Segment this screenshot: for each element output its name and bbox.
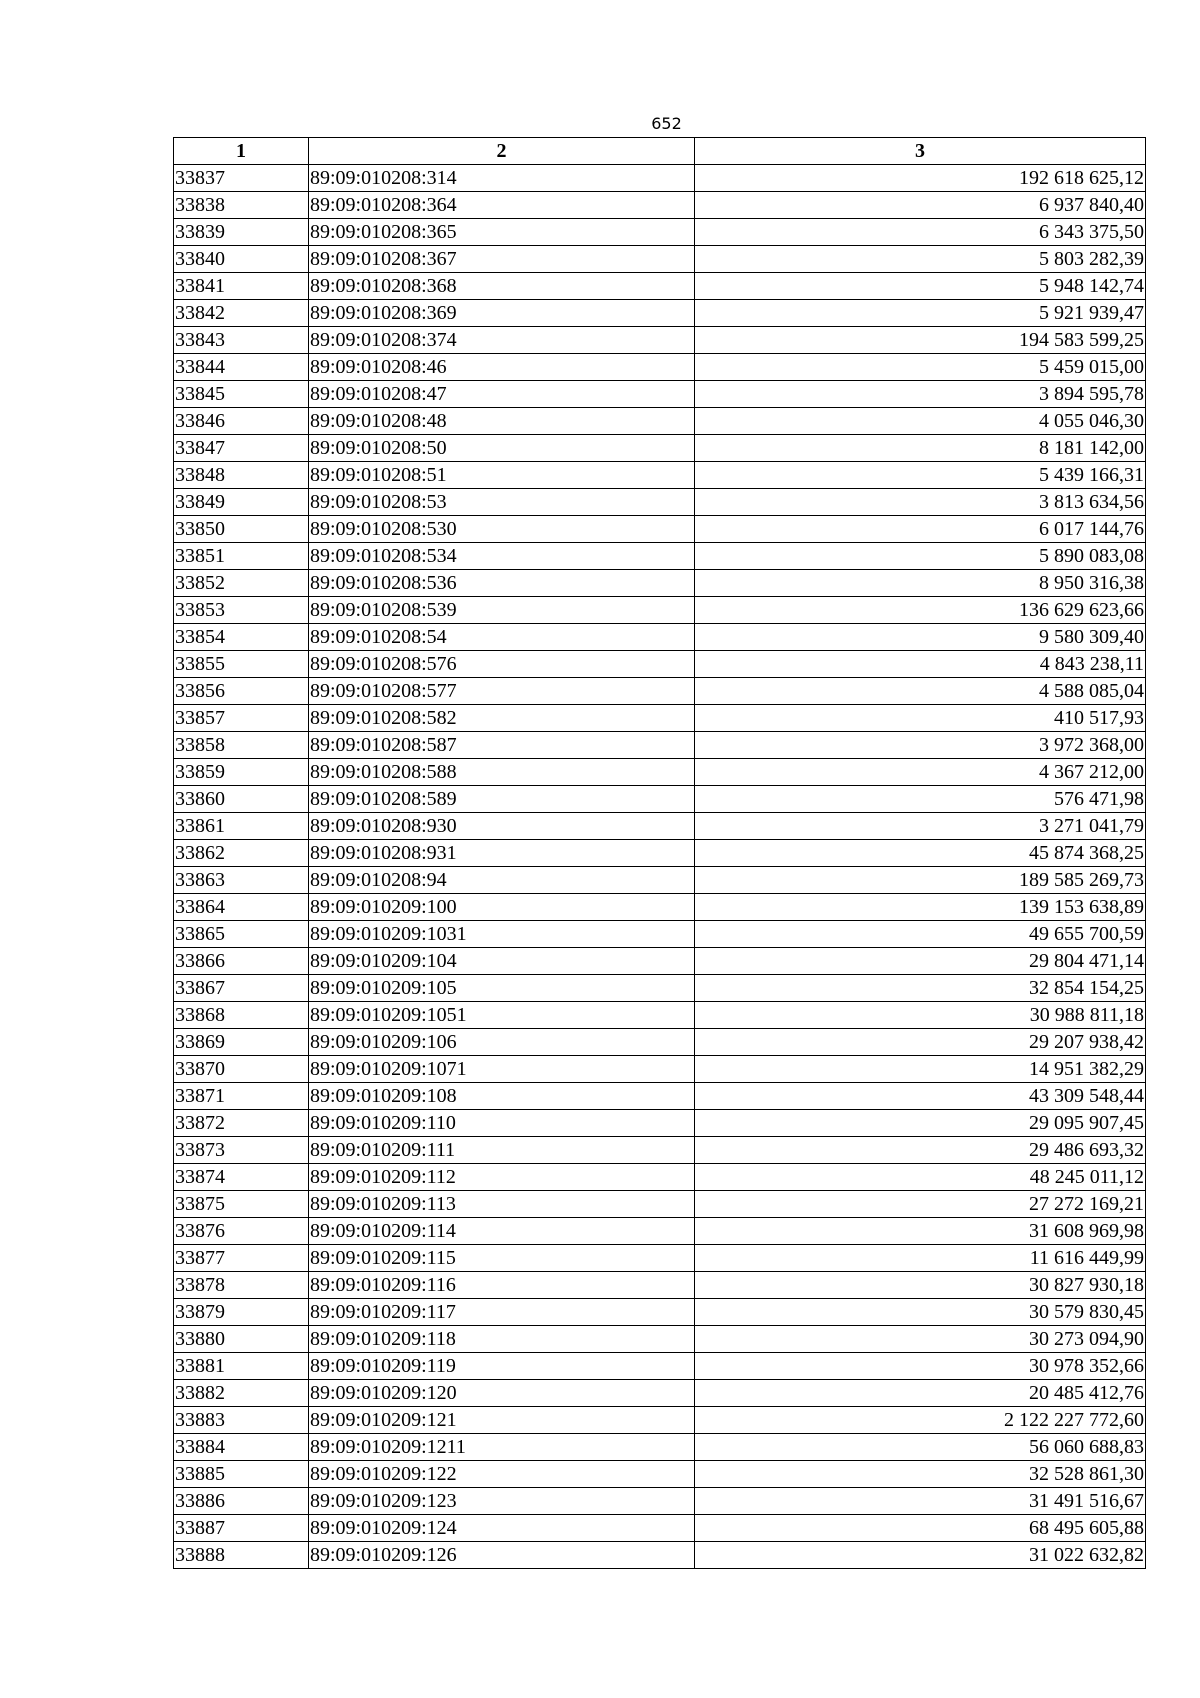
- table-row: [174, 651, 1146, 678]
- row-number-cell: 33870: [174, 1056, 309, 1083]
- value-cell: 576 471,98: [695, 786, 1146, 813]
- table-row: [174, 867, 1146, 894]
- table-row: [174, 1515, 1146, 1542]
- row-number-cell: 33856: [174, 678, 309, 705]
- cadastral-number-cell: 89:09:010208:54: [309, 624, 695, 651]
- table-row: [174, 489, 1146, 516]
- row-number-cell: 33859: [174, 759, 309, 786]
- table-row: [174, 1299, 1146, 1326]
- row-number-cell: 33850: [174, 516, 309, 543]
- table-row: [174, 1272, 1146, 1299]
- table-row: [174, 246, 1146, 273]
- table-row: [174, 1542, 1146, 1569]
- page-number: 652: [651, 114, 682, 133]
- cadastral-number-cell: 89:09:010209:100: [309, 894, 695, 921]
- cadastral-number-cell: 89:09:010208:364: [309, 192, 695, 219]
- cadastral-number-cell: 89:09:010209:114: [309, 1218, 695, 1245]
- row-number-cell: 33837: [174, 165, 309, 192]
- table-row: [174, 1191, 1146, 1218]
- row-number-cell: 33876: [174, 1218, 309, 1245]
- cadastral-number-cell: 89:09:010208:577: [309, 678, 695, 705]
- cadastral-number-cell: 89:09:010208:50: [309, 435, 695, 462]
- table-row: [174, 1083, 1146, 1110]
- table-row: [174, 219, 1146, 246]
- row-number-cell: 33842: [174, 300, 309, 327]
- value-cell: 8 181 142,00: [695, 435, 1146, 462]
- row-number-cell: 33877: [174, 1245, 309, 1272]
- table-row: [174, 921, 1146, 948]
- cadastral-number-cell: 89:09:010208:47: [309, 381, 695, 408]
- table-body: [174, 165, 1146, 1569]
- cadastral-number-cell: 89:09:010208:314: [309, 165, 695, 192]
- row-number-cell: 33843: [174, 327, 309, 354]
- value-cell: 410 517,93: [695, 705, 1146, 732]
- row-number-cell: 33881: [174, 1353, 309, 1380]
- value-cell: 32 528 861,30: [695, 1461, 1146, 1488]
- cadastral-number-cell: 89:09:010208:588: [309, 759, 695, 786]
- value-cell: 6 017 144,76: [695, 516, 1146, 543]
- row-number-cell: 33849: [174, 489, 309, 516]
- cadastral-number-cell: 89:09:010209:121: [309, 1407, 695, 1434]
- value-cell: 6 343 375,50: [695, 219, 1146, 246]
- value-cell: 30 988 811,18: [695, 1002, 1146, 1029]
- table-header: [174, 138, 1146, 165]
- table-row: [174, 1137, 1146, 1164]
- table-row: [174, 840, 1146, 867]
- table-row: [174, 1488, 1146, 1515]
- cadastral-number-cell: 89:09:010208:94: [309, 867, 695, 894]
- cadastral-number-cell: 89:09:010208:46: [309, 354, 695, 381]
- row-number-cell: 33885: [174, 1461, 309, 1488]
- cadastral-number-cell: 89:09:010208:51: [309, 462, 695, 489]
- cadastral-number-cell: 89:09:010208:587: [309, 732, 695, 759]
- value-cell: 29 804 471,14: [695, 948, 1146, 975]
- cadastral-number-cell: 89:09:010209:1211: [309, 1434, 695, 1461]
- cadastral-number-cell: 89:09:010208:374: [309, 327, 695, 354]
- value-cell: 30 273 094,90: [695, 1326, 1146, 1353]
- row-number-cell: 33888: [174, 1542, 309, 1569]
- value-cell: 189 585 269,73: [695, 867, 1146, 894]
- value-cell: 45 874 368,25: [695, 840, 1146, 867]
- row-number-cell: 33875: [174, 1191, 309, 1218]
- cadastral-number-cell: 89:09:010209:126: [309, 1542, 695, 1569]
- value-cell: 9 580 309,40: [695, 624, 1146, 651]
- table-row: [174, 516, 1146, 543]
- row-number-cell: 33868: [174, 1002, 309, 1029]
- table-row: [174, 354, 1146, 381]
- value-cell: 4 055 046,30: [695, 408, 1146, 435]
- table-row: [174, 1110, 1146, 1137]
- row-number-cell: 33838: [174, 192, 309, 219]
- table-row: [174, 705, 1146, 732]
- cadastral-number-cell: 89:09:010208:534: [309, 543, 695, 570]
- table-row: [174, 1434, 1146, 1461]
- value-cell: 139 153 638,89: [695, 894, 1146, 921]
- value-cell: 27 272 169,21: [695, 1191, 1146, 1218]
- table-row: [174, 1164, 1146, 1191]
- table-row: [174, 732, 1146, 759]
- cadastral-number-cell: 89:09:010208:536: [309, 570, 695, 597]
- table-row: [174, 435, 1146, 462]
- row-number-cell: 33871: [174, 1083, 309, 1110]
- cadastral-number-cell: 89:09:010209:111: [309, 1137, 695, 1164]
- row-number-cell: 33887: [174, 1515, 309, 1542]
- data-table: [173, 137, 1146, 1569]
- value-cell: 32 854 154,25: [695, 975, 1146, 1002]
- row-number-cell: 33866: [174, 948, 309, 975]
- table-row: [174, 381, 1146, 408]
- value-cell: 20 485 412,76: [695, 1380, 1146, 1407]
- value-cell: 29 207 938,42: [695, 1029, 1146, 1056]
- row-number-cell: 33882: [174, 1380, 309, 1407]
- cadastral-number-cell: 89:09:010209:122: [309, 1461, 695, 1488]
- cadastral-number-cell: 89:09:010209:124: [309, 1515, 695, 1542]
- row-number-cell: 33861: [174, 813, 309, 840]
- table-row: [174, 273, 1146, 300]
- value-cell: 6 937 840,40: [695, 192, 1146, 219]
- table-row: [174, 408, 1146, 435]
- table-row: [174, 948, 1146, 975]
- cadastral-number-cell: 89:09:010209:115: [309, 1245, 695, 1272]
- value-cell: 11 616 449,99: [695, 1245, 1146, 1272]
- row-number-cell: 33879: [174, 1299, 309, 1326]
- cadastral-number-cell: 89:09:010208:53: [309, 489, 695, 516]
- row-number-cell: 33840: [174, 246, 309, 273]
- value-cell: 3 894 595,78: [695, 381, 1146, 408]
- cadastral-number-cell: 89:09:010208:369: [309, 300, 695, 327]
- value-cell: 31 608 969,98: [695, 1218, 1146, 1245]
- value-cell: 56 060 688,83: [695, 1434, 1146, 1461]
- row-number-cell: 33847: [174, 435, 309, 462]
- row-number-cell: 33869: [174, 1029, 309, 1056]
- table-row: [174, 1461, 1146, 1488]
- row-number-cell: 33857: [174, 705, 309, 732]
- cadastral-number-cell: 89:09:010209:120: [309, 1380, 695, 1407]
- row-number-cell: 33855: [174, 651, 309, 678]
- value-cell: 5 921 939,47: [695, 300, 1146, 327]
- row-number-cell: 33845: [174, 381, 309, 408]
- value-cell: 31 491 516,67: [695, 1488, 1146, 1515]
- table-row: [174, 624, 1146, 651]
- table-row: [174, 1380, 1146, 1407]
- cadastral-number-cell: 89:09:010209:106: [309, 1029, 695, 1056]
- table-row: [174, 894, 1146, 921]
- column-header-1: 1: [174, 138, 309, 165]
- value-cell: 43 309 548,44: [695, 1083, 1146, 1110]
- row-number-cell: 33862: [174, 840, 309, 867]
- row-number-cell: 33863: [174, 867, 309, 894]
- cadastral-number-cell: 89:09:010209:118: [309, 1326, 695, 1353]
- row-number-cell: 33854: [174, 624, 309, 651]
- cadastral-number-cell: 89:09:010209:113: [309, 1191, 695, 1218]
- row-number-cell: 33884: [174, 1434, 309, 1461]
- row-number-cell: 33848: [174, 462, 309, 489]
- table-row: [174, 759, 1146, 786]
- value-cell: 5 803 282,39: [695, 246, 1146, 273]
- value-cell: 30 978 352,66: [695, 1353, 1146, 1380]
- cadastral-number-cell: 89:09:010208:589: [309, 786, 695, 813]
- cadastral-number-cell: 89:09:010208:365: [309, 219, 695, 246]
- column-header-2: 2: [309, 138, 695, 165]
- table-row: [174, 192, 1146, 219]
- row-number-cell: 33864: [174, 894, 309, 921]
- row-number-cell: 33839: [174, 219, 309, 246]
- row-number-cell: 33865: [174, 921, 309, 948]
- value-cell: 5 459 015,00: [695, 354, 1146, 381]
- value-cell: 5 439 166,31: [695, 462, 1146, 489]
- table-row: [174, 327, 1146, 354]
- cadastral-number-cell: 89:09:010209:1031: [309, 921, 695, 948]
- row-number-cell: 33874: [174, 1164, 309, 1191]
- value-cell: 194 583 599,25: [695, 327, 1146, 354]
- value-cell: 48 245 011,12: [695, 1164, 1146, 1191]
- table-row: [174, 1353, 1146, 1380]
- table-row: [174, 1245, 1146, 1272]
- table-row: [174, 1407, 1146, 1434]
- table-row: [174, 813, 1146, 840]
- value-cell: 4 588 085,04: [695, 678, 1146, 705]
- value-cell: 29 095 907,45: [695, 1110, 1146, 1137]
- cadastral-number-cell: 89:09:010209:112: [309, 1164, 695, 1191]
- table-row: [174, 462, 1146, 489]
- row-number-cell: 33846: [174, 408, 309, 435]
- value-cell: 2 122 227 772,60: [695, 1407, 1146, 1434]
- cadastral-number-cell: 89:09:010208:48: [309, 408, 695, 435]
- table-row: [174, 1002, 1146, 1029]
- row-number-cell: 33858: [174, 732, 309, 759]
- row-number-cell: 33860: [174, 786, 309, 813]
- table-row: [174, 1029, 1146, 1056]
- cadastral-number-cell: 89:09:010209:123: [309, 1488, 695, 1515]
- table-row: [174, 1326, 1146, 1353]
- cadastral-number-cell: 89:09:010209:119: [309, 1353, 695, 1380]
- row-number-cell: 33852: [174, 570, 309, 597]
- cadastral-number-cell: 89:09:010209:116: [309, 1272, 695, 1299]
- table-row: [174, 543, 1146, 570]
- value-cell: 29 486 693,32: [695, 1137, 1146, 1164]
- table-row: [174, 570, 1146, 597]
- row-number-cell: 33853: [174, 597, 309, 624]
- table-row: [174, 786, 1146, 813]
- value-cell: 31 022 632,82: [695, 1542, 1146, 1569]
- value-cell: 8 950 316,38: [695, 570, 1146, 597]
- row-number-cell: 33873: [174, 1137, 309, 1164]
- table-row: [174, 300, 1146, 327]
- value-cell: 49 655 700,59: [695, 921, 1146, 948]
- cadastral-number-cell: 89:09:010208:582: [309, 705, 695, 732]
- cadastral-number-cell: 89:09:010209:104: [309, 948, 695, 975]
- row-number-cell: 33867: [174, 975, 309, 1002]
- row-number-cell: 33878: [174, 1272, 309, 1299]
- table-row: [174, 678, 1146, 705]
- cadastral-number-cell: 89:09:010208:576: [309, 651, 695, 678]
- cadastral-number-cell: 89:09:010208:931: [309, 840, 695, 867]
- value-cell: 30 827 930,18: [695, 1272, 1146, 1299]
- cadastral-number-cell: 89:09:010209:105: [309, 975, 695, 1002]
- value-cell: 3 972 368,00: [695, 732, 1146, 759]
- cadastral-number-cell: 89:09:010208:367: [309, 246, 695, 273]
- cadastral-number-cell: 89:09:010209:1071: [309, 1056, 695, 1083]
- table-row: [174, 1218, 1146, 1245]
- table-row: [174, 1056, 1146, 1083]
- row-number-cell: 33841: [174, 273, 309, 300]
- value-cell: 4 367 212,00: [695, 759, 1146, 786]
- value-cell: 136 629 623,66: [695, 597, 1146, 624]
- row-number-cell: 33844: [174, 354, 309, 381]
- value-cell: 192 618 625,12: [695, 165, 1146, 192]
- cadastral-number-cell: 89:09:010208:930: [309, 813, 695, 840]
- header-row: [174, 138, 1146, 165]
- value-cell: 30 579 830,45: [695, 1299, 1146, 1326]
- table-row: [174, 975, 1146, 1002]
- value-cell: 68 495 605,88: [695, 1515, 1146, 1542]
- row-number-cell: 33886: [174, 1488, 309, 1515]
- value-cell: 3 271 041,79: [695, 813, 1146, 840]
- cadastral-number-cell: 89:09:010209:108: [309, 1083, 695, 1110]
- cadastral-number-cell: 89:09:010208:368: [309, 273, 695, 300]
- cadastral-number-cell: 89:09:010209:117: [309, 1299, 695, 1326]
- row-number-cell: 33872: [174, 1110, 309, 1137]
- row-number-cell: 33880: [174, 1326, 309, 1353]
- column-header-3: 3: [695, 138, 1146, 165]
- value-cell: 4 843 238,11: [695, 651, 1146, 678]
- table-row: [174, 165, 1146, 192]
- cadastral-number-cell: 89:09:010208:530: [309, 516, 695, 543]
- value-cell: 5 948 142,74: [695, 273, 1146, 300]
- cadastral-number-cell: 89:09:010209:1051: [309, 1002, 695, 1029]
- row-number-cell: 33883: [174, 1407, 309, 1434]
- value-cell: 5 890 083,08: [695, 543, 1146, 570]
- row-number-cell: 33851: [174, 543, 309, 570]
- value-cell: 14 951 382,29: [695, 1056, 1146, 1083]
- value-cell: 3 813 634,56: [695, 489, 1146, 516]
- cadastral-number-cell: 89:09:010208:539: [309, 597, 695, 624]
- table-row: [174, 597, 1146, 624]
- cadastral-number-cell: 89:09:010209:110: [309, 1110, 695, 1137]
